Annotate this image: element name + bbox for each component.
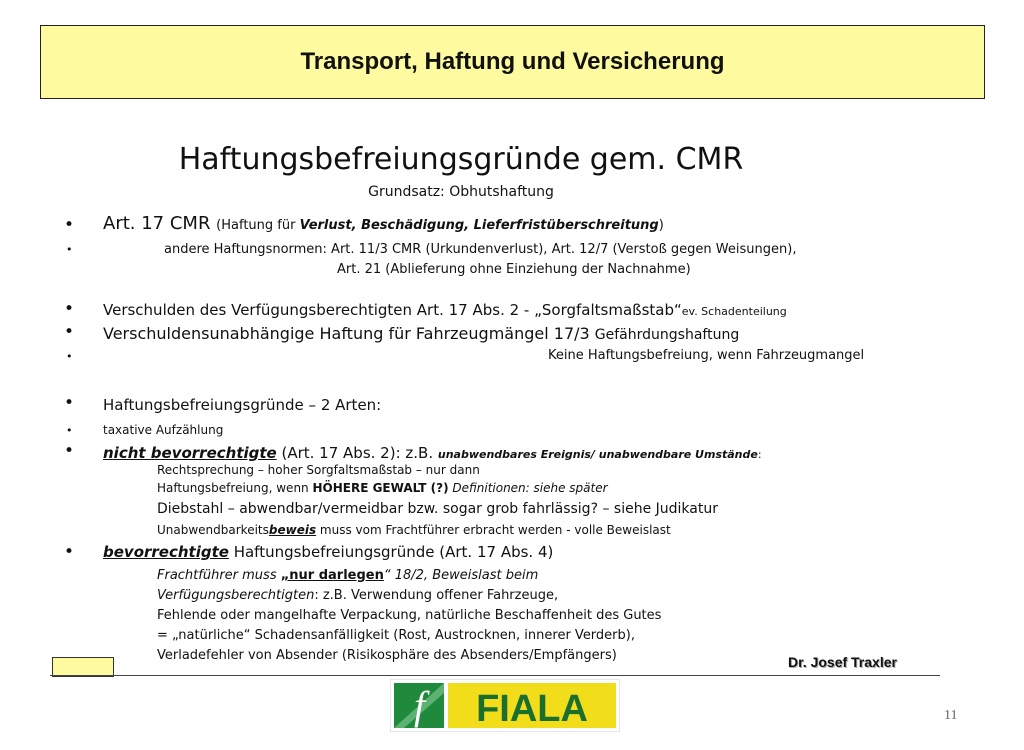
- logo-letter: f: [414, 683, 426, 728]
- text-line-bevorrechtigt: [103, 542, 553, 561]
- text-line-unabwendbarkeitsbeweis: [157, 523, 671, 537]
- text-segment: “ 18/2, Beweislast beim: [383, 568, 539, 583]
- text-segment: nicht bevorrechtigte: [103, 444, 277, 462]
- bullet: •: [66, 243, 73, 256]
- bullet: •: [64, 299, 75, 319]
- text-segment: beweis: [268, 523, 317, 537]
- text-segment: bevorrechtigte: [103, 543, 229, 561]
- text-line-nicht-bevorrechtigt: [103, 443, 762, 462]
- author-name: Dr. Josef Traxler: [788, 654, 897, 670]
- footer-box: [52, 657, 114, 677]
- text-segment: Unabwendbarkeits: [157, 523, 269, 537]
- text-line-verschulden: [103, 300, 787, 319]
- footer-divider: [50, 675, 940, 676]
- slide-title: Haftungsbefreiungsgründe gem. CMR: [178, 142, 744, 177]
- header-title: Transport, Haftung und Versicherung: [300, 48, 725, 75]
- text-line-art17: [103, 213, 664, 234]
- text-segment: (Haftung für: [216, 218, 300, 233]
- text-line-verfuegungsberechtigten: [157, 588, 558, 603]
- text-segment: ): [658, 218, 664, 233]
- fiala-logo: [390, 679, 620, 732]
- text-segment: muss vom Frachtführer erbracht werden - volle Beweislast: [316, 523, 671, 537]
- text-segment: Haftungsbefreiungsgründe (Art. 17 Abs. 4): [228, 543, 554, 561]
- text-segment: unabwendbares Ereignis/ unabwendbare Umstände: [437, 448, 758, 461]
- logo-text: FIALA: [476, 688, 588, 730]
- text-segment: Haftungsbefreiung, wenn: [157, 481, 313, 495]
- text-line-diebstahl: Diebstahl – abwendbar/vermeidbar bzw. sogar grob fahrlässig? – siehe Judikatur: [157, 501, 718, 517]
- text-line-haftungsnormen: andere Haftungsnormen: Art. 11/3 CMR (Urkundenverlust), Art. 12/7 (Verstoß gegen Weisungen),: [164, 242, 797, 257]
- bullet: •: [66, 350, 73, 363]
- text-line-rechtsprechung: Rechtsprechung – hoher Sorgfaltsmaßstab – nur dann: [157, 463, 480, 477]
- bullet: •: [64, 322, 75, 342]
- text-line-schadensanfaelligkeit: = „natürliche“ Schadensanfälligkeit (Rost, Austrocknen, innerer Verderb),: [157, 628, 635, 643]
- text-segment: Art. 17 CMR: [103, 213, 217, 234]
- bullet: •: [66, 424, 73, 437]
- text-line-haftungsnormen-cont: Art. 21 (Ablieferung ohne Einziehung der Nachnahme): [337, 262, 691, 277]
- text-segment: Verschulden des Verfügungsberechtigten Art. 17 Abs. 2 - „Sorgfaltsmaßstab“: [103, 301, 682, 319]
- text-segment: Definitionen: siehe später: [448, 481, 608, 495]
- bullet: •: [64, 441, 75, 461]
- page-number: 11: [944, 708, 958, 723]
- text-segment: (Art. 17 Abs. 2): z.B.: [276, 444, 438, 462]
- header-box: [40, 25, 985, 99]
- fiala-logo-graphic: [390, 679, 620, 732]
- text-segment: „nur darlegen: [280, 568, 384, 583]
- text-line-verpackung: Fehlende oder mangelhafte Verpackung, natürliche Beschaffenheit des Gutes: [157, 608, 662, 623]
- text-segment: Verfügungsberechtigten: [157, 588, 315, 603]
- text-segment: Verschuldensunabhängige Haftung für Fahrzeugmängel 17/3: [103, 324, 595, 343]
- text-line-fahrzeugmaengel: [103, 324, 739, 343]
- bullet: •: [64, 542, 75, 562]
- text-segment: Gefährdungshaftung: [594, 327, 740, 343]
- slide-subtitle: Grundsatz: Obhutshaftung: [368, 184, 554, 200]
- text-line-zwei-arten: Haftungsbefreiungsgründe – 2 Arten:: [103, 396, 382, 414]
- text-line-verladefehler: Verladefehler von Absender (Risikosphäre des Absenders/Empfängers): [157, 648, 617, 663]
- text-segment: HÖHERE GEWALT (?): [312, 481, 449, 495]
- text-line-hoehere-gewalt: [157, 481, 608, 495]
- text-segment: ev. Schadenteilung: [681, 305, 787, 318]
- text-line-keine-befreiung: Keine Haftungsbefreiung, wenn Fahrzeugmangel: [548, 348, 865, 363]
- text-segment: Frachtführer muss: [157, 568, 281, 583]
- text-segment: :: [757, 448, 762, 461]
- bullet: •: [64, 215, 75, 235]
- text-line-darlegen: [157, 568, 538, 583]
- bullet: •: [64, 393, 75, 413]
- text-segment: Verlust, Beschädigung, Lieferfristüberschreitung: [299, 218, 659, 233]
- text-line-taxativ: taxative Aufzählung: [103, 423, 224, 437]
- text-segment: : z.B. Verwendung offener Fahrzeuge,: [314, 588, 559, 603]
